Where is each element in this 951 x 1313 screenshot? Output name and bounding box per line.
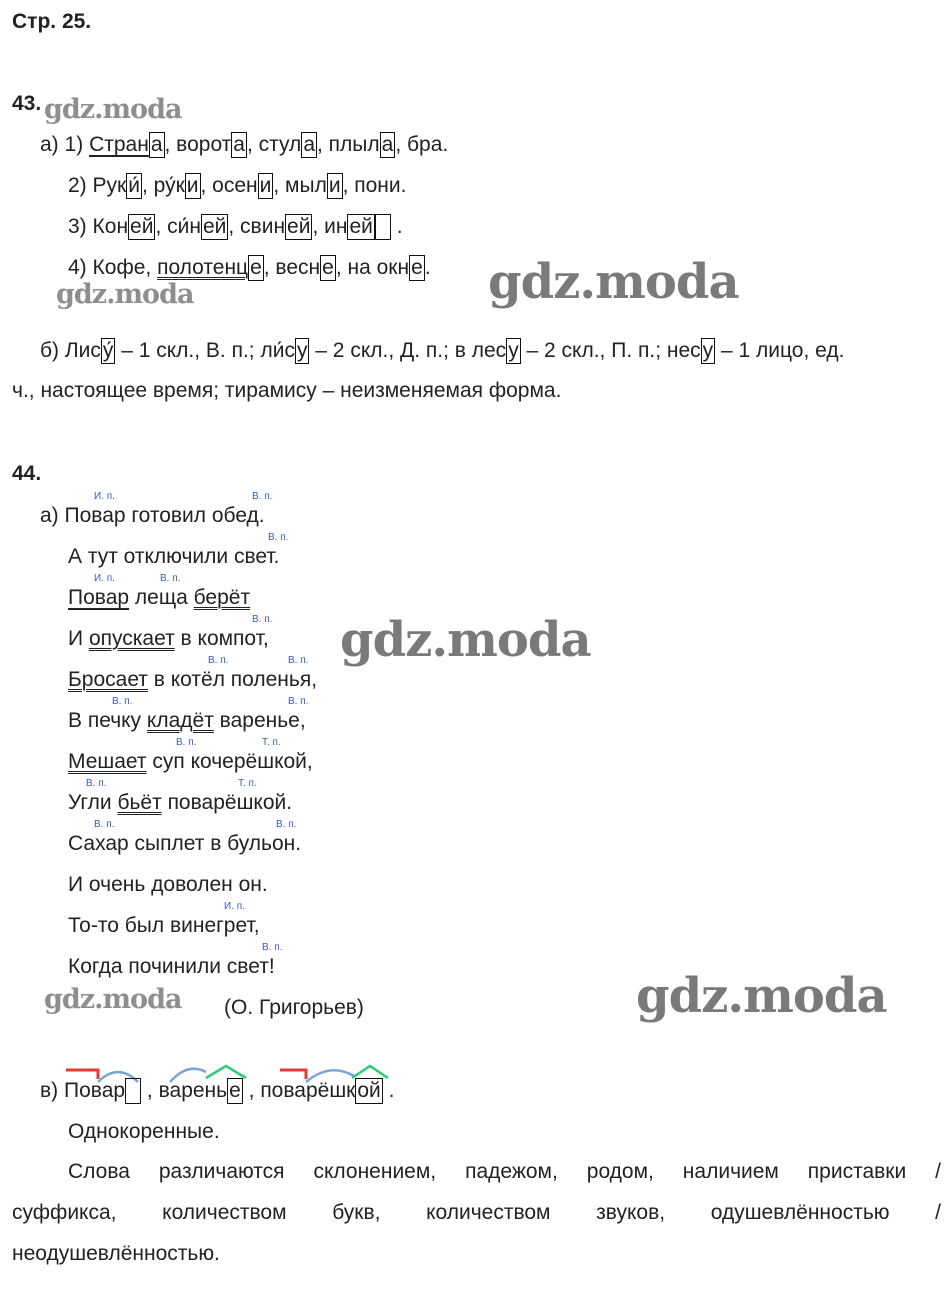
case-label: В. п.	[262, 942, 283, 953]
poem-line-7: Мешает суп кочерёшкой,	[68, 750, 313, 773]
page-title: Стр. 25.	[12, 10, 92, 33]
word-polotence: полотенце	[157, 256, 262, 279]
ex43-a-line4: 4) Кофе, полотенце, весне, на окне.	[68, 256, 431, 279]
poem-line-3: Повар леща берёт	[68, 586, 251, 609]
case-label: Т. п.	[238, 778, 257, 789]
case-label: В. п.	[160, 573, 181, 584]
same-root-note: Однокоренные.	[68, 1120, 220, 1143]
difference-line-2: суффикса, количеством букв, количеством звуков, одушевлённостью /	[12, 1201, 941, 1224]
case-label: В. п.	[288, 655, 309, 666]
case-label: В. п.	[276, 819, 297, 830]
watermark: gdz.moda	[636, 968, 887, 1024]
case-label: В. п.	[268, 532, 289, 543]
poem-line-1: а) Повар готовил обед.	[40, 504, 265, 527]
poem-line-2: А тут отключили свет.	[68, 545, 280, 568]
case-label: Т. п.	[262, 737, 281, 748]
difference-line-3: неодушевлённостью.	[12, 1242, 220, 1265]
ex43-a-line1: а) 1) Страна, ворота, стула, плыла, бра.	[40, 133, 449, 156]
poem-line-4: И опускает в компот,	[68, 627, 269, 650]
exercise-43-number: 43.	[12, 92, 42, 115]
difference-line-1: Слова различаются склонением, падежом, родом, наличием приставки /	[68, 1160, 941, 1183]
watermark: gdz.moda	[44, 94, 182, 125]
poem-line-10: И очень доволен он.	[68, 873, 268, 896]
watermark: gdz.moda	[340, 612, 591, 668]
ex43-a-line3: 3) Коней, си́ней, свиней, иней .	[68, 215, 403, 238]
poem-line-9: Сахар сыплет в бульон.	[68, 832, 302, 855]
case-label: В. п.	[112, 696, 133, 707]
case-label: В. п.	[208, 655, 229, 666]
ex43-a-line2: 2) Руки́, ру́ки, осени, мыли, пони.	[68, 174, 407, 197]
case-label: И. п.	[94, 573, 115, 584]
case-label: В. п.	[252, 614, 273, 625]
watermark: gdz.moda	[56, 279, 194, 310]
watermark: gdz.moda	[44, 984, 182, 1015]
case-label: В. п.	[94, 819, 115, 830]
poem-line-8: Угли бьёт поварёшкой.	[68, 791, 293, 814]
poem-line-12: Когда починили свет!	[68, 955, 275, 978]
poem-line-6: В печку кладёт варенье,	[68, 709, 306, 732]
poem-line-5: Бросает в котёл поленья,	[68, 668, 318, 691]
case-label: В. п.	[176, 737, 197, 748]
ex43-b-line2: ч., настоящее время; тирамису – неизменяемая форма.	[12, 379, 562, 402]
poem-line-11: То-то был винегрет,	[68, 914, 260, 937]
case-label: В. п.	[86, 778, 107, 789]
ex43-b-line1: б) Лису́ – 1 скл., В. п.; ли́су – 2 скл., Д. п.; в лесу – 2 скл., П. п.; несу – 1 лицо, ед.	[40, 339, 845, 362]
exercise-44-number: 44.	[12, 462, 42, 485]
watermark: gdz.moda	[488, 254, 739, 310]
case-label: И. п.	[224, 901, 245, 912]
poem-author: (О. Григорьев)	[224, 996, 364, 1019]
case-label: В. п.	[288, 696, 309, 707]
case-label: И. п.	[94, 491, 115, 502]
word-strana: Страна	[89, 133, 163, 156]
case-label: В. п.	[252, 491, 273, 502]
ex44-v-line: в) Повар , варенье , поварёшкой .	[40, 1079, 395, 1102]
